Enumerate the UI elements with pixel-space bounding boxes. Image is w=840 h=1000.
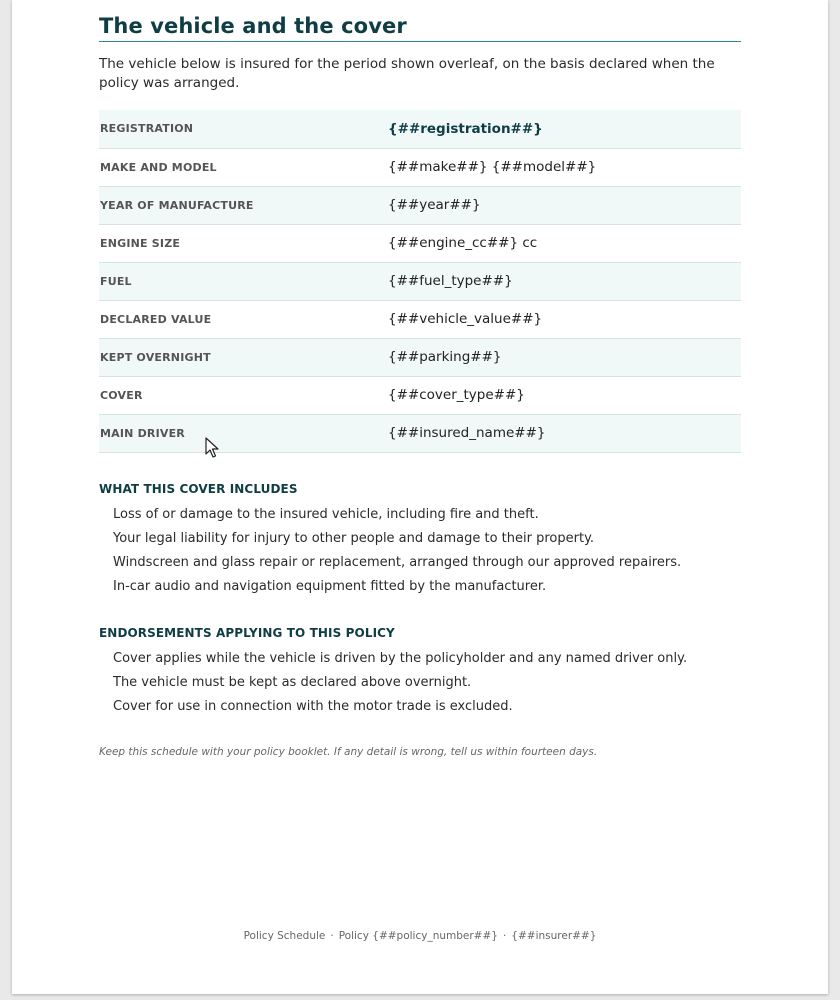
table-row (99, 414, 741, 452)
footer-separator: · (330, 930, 334, 942)
row-value: {##year##} (388, 197, 481, 213)
row-value: {##vehicle_value##} (388, 311, 543, 327)
row-value: {##registration##} (388, 120, 543, 137)
table-row (99, 148, 741, 186)
table-row (99, 224, 741, 262)
document-page (12, 0, 828, 994)
mouse-pointer-icon (205, 437, 221, 459)
list-item: Cover for use in connection with the motor trade is excluded. (113, 698, 513, 714)
row-value: {##fuel_type##} (388, 273, 513, 289)
endorsements-heading: ENDORSEMENTS APPLYING TO THIS POLICY (99, 625, 395, 640)
vehicle-details-table (99, 110, 741, 453)
row-label: DECLARED VALUE (100, 312, 212, 326)
row-value: {##make##} {##model##} (388, 159, 597, 175)
row-label: COVER (100, 388, 143, 402)
footer-insurer: {##insurer##} (511, 930, 597, 942)
row-value: {##parking##} (388, 349, 502, 365)
row-label: KEPT OVERNIGHT (100, 350, 211, 364)
row-label: MAIN DRIVER (100, 426, 185, 440)
list-item: Windscreen and glass repair or replacement, arranged through our approved repairers. (113, 554, 682, 570)
row-value: {##cover_type##} (388, 387, 525, 403)
list-item: Loss of or damage to the insured vehicle, including fire and theft. (113, 506, 539, 522)
table-row (99, 300, 741, 338)
row-label: MAKE AND MODEL (100, 160, 217, 174)
row-value: {##engine_cc##} cc (388, 235, 538, 251)
row-label: REGISTRATION (100, 122, 194, 136)
list-item: Your legal liability for injury to other people and damage to their property. (113, 530, 595, 546)
includes-heading: WHAT THIS COVER INCLUDES (99, 481, 298, 496)
row-label: YEAR OF MANUFACTURE (100, 198, 254, 212)
endorsements-list (99, 647, 741, 719)
footer-policy-number: Policy {##policy_number##} (338, 930, 498, 942)
row-label: FUEL (100, 274, 132, 288)
list-item: The vehicle must be kept as declared above overnight. (113, 674, 472, 690)
schedule-note: Keep this schedule with your policy booklet. If any detail is wrong, tell us within fourteen days. (99, 745, 598, 758)
includes-list (99, 503, 741, 599)
row-label: ENGINE SIZE (100, 236, 181, 250)
table-row (99, 338, 741, 376)
table-row (99, 376, 741, 414)
section-title: The vehicle and the cover (99, 14, 741, 42)
row-value: {##insured_name##} (388, 425, 546, 441)
table-row (99, 262, 741, 300)
section-intro: The vehicle below is insured for the period shown overleaf, on the basis declared when the policy was arranged. (99, 56, 715, 91)
table-row (99, 186, 741, 224)
list-item: Cover applies while the vehicle is driven by the policyholder and any named driver only. (113, 650, 688, 666)
footer-separator: · (502, 930, 507, 942)
page-footer (12, 930, 828, 942)
list-item: In-car audio and navigation equipment fitted by the manufacturer. (113, 578, 547, 594)
page-content (99, 0, 741, 758)
footer-doc-name: Policy Schedule (243, 930, 326, 942)
table-row (99, 110, 741, 148)
